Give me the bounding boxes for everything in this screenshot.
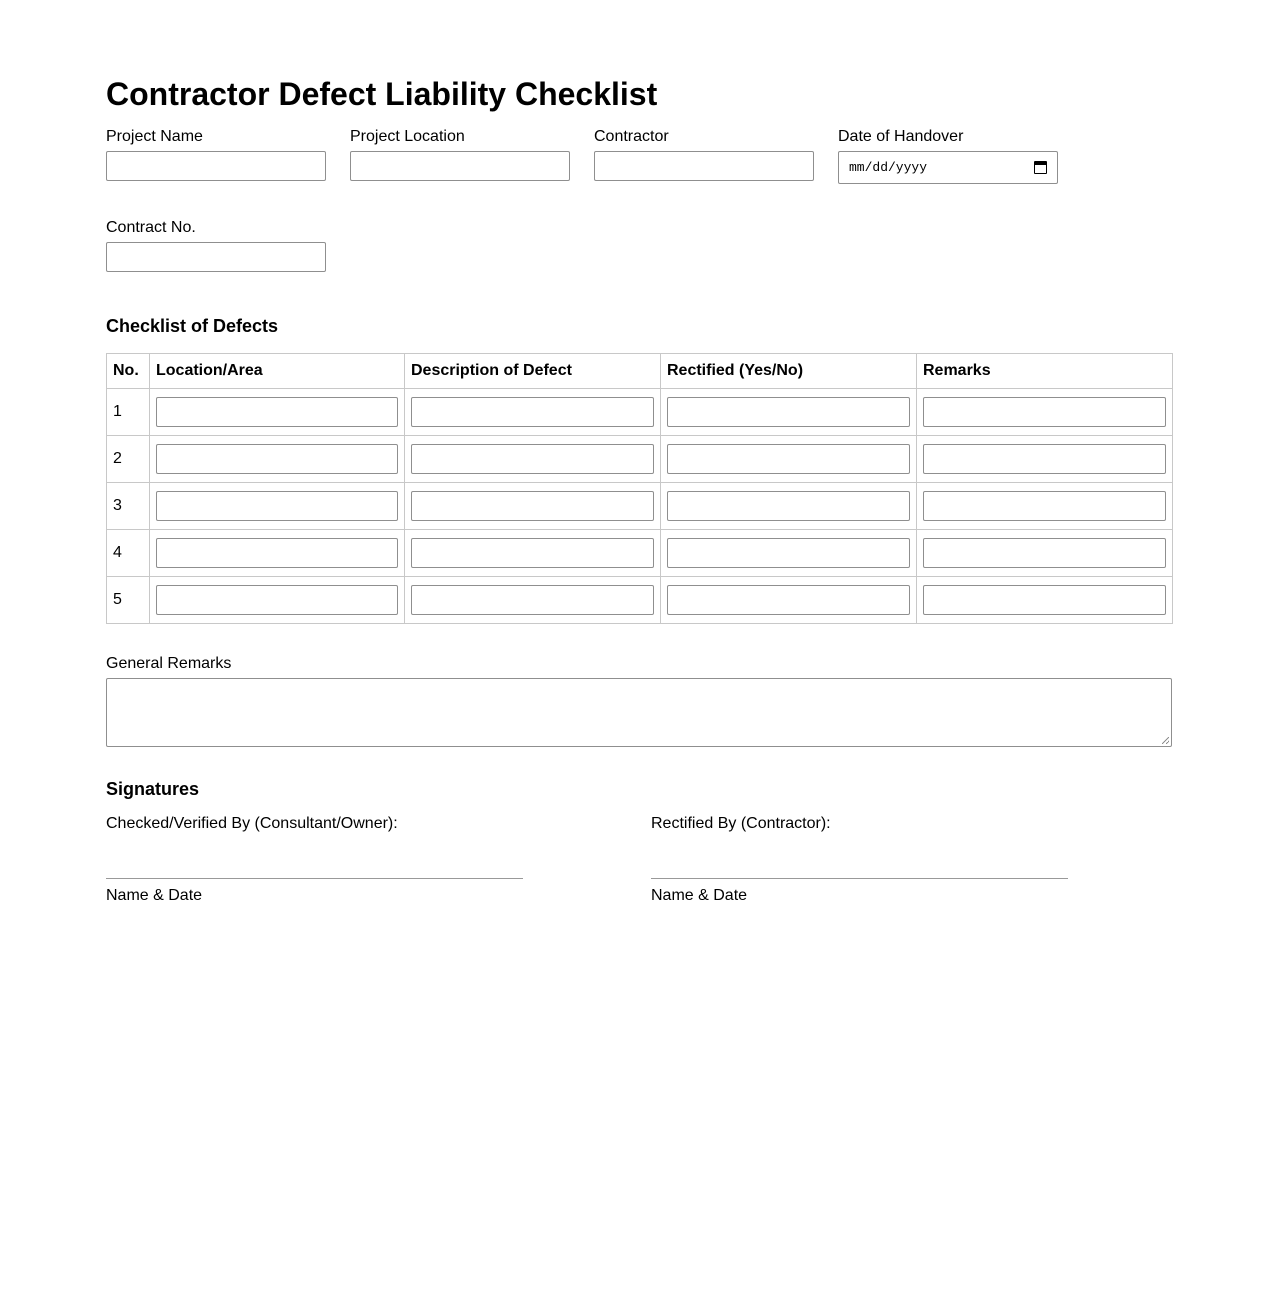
contractor-label: Contractor	[594, 128, 669, 145]
project-location-input[interactable]	[350, 151, 570, 181]
calendar-icon[interactable]	[1034, 161, 1047, 174]
rectified-cell	[661, 483, 917, 530]
row-number: 3	[107, 483, 150, 530]
column-header-remarks: Remarks	[917, 354, 1173, 389]
project-name-label: Project Name	[106, 128, 203, 145]
rectified-cell	[661, 389, 917, 436]
checked-by-signature	[106, 815, 523, 904]
checked-by-title: Checked/Verified By (Consultant/Owner):	[106, 815, 398, 832]
location-cell	[150, 483, 405, 530]
rectified-cell	[661, 530, 917, 577]
general-remarks-textarea[interactable]	[106, 678, 1172, 747]
column-header-description: Description of Defect	[405, 354, 661, 389]
location-input[interactable]	[156, 397, 398, 427]
table-header-row	[107, 354, 1173, 389]
project-name-input[interactable]	[106, 151, 326, 181]
description-cell	[405, 577, 661, 624]
row-number: 2	[107, 436, 150, 483]
contract-no-label: Contract No.	[106, 219, 196, 236]
resize-handle-icon[interactable]	[1162, 737, 1169, 744]
page-title: Contractor Defect Liability Checklist	[106, 76, 658, 112]
contract-no-input[interactable]	[106, 242, 326, 272]
location-cell	[150, 389, 405, 436]
location-input[interactable]	[156, 491, 398, 521]
contractor-input[interactable]	[594, 151, 814, 181]
description-input[interactable]	[411, 538, 654, 568]
date-of-handover-label: Date of Handover	[838, 128, 964, 145]
remarks-cell	[917, 436, 1173, 483]
location-cell	[150, 530, 405, 577]
signatures-heading: Signatures	[106, 779, 200, 799]
row-number: 4	[107, 530, 150, 577]
column-header-location: Location/Area	[150, 354, 405, 389]
remarks-input[interactable]	[923, 491, 1166, 521]
rectified-input[interactable]	[667, 444, 910, 474]
location-input[interactable]	[156, 585, 398, 615]
location-cell	[150, 577, 405, 624]
description-cell	[405, 483, 661, 530]
table-row	[107, 389, 1173, 436]
description-cell	[405, 389, 661, 436]
rectified-input[interactable]	[667, 491, 910, 521]
date-of-handover-group	[838, 128, 1058, 175]
remarks-input[interactable]	[923, 444, 1166, 474]
remarks-cell	[917, 530, 1173, 577]
rectified-cell	[661, 577, 917, 624]
signature-line[interactable]	[106, 878, 523, 879]
table-row	[107, 530, 1173, 577]
description-input[interactable]	[411, 444, 654, 474]
signature-line[interactable]	[651, 878, 1068, 879]
description-cell	[405, 530, 661, 577]
row-number: 1	[107, 389, 150, 436]
description-input[interactable]	[411, 491, 654, 521]
remarks-cell	[917, 483, 1173, 530]
row-number: 5	[107, 577, 150, 624]
contract-no-group	[106, 219, 326, 237]
checked-by-caption: Name & Date	[106, 887, 203, 904]
description-input[interactable]	[411, 585, 654, 615]
project-name-group	[106, 128, 326, 146]
contractor-group	[594, 128, 814, 146]
rectified-by-caption: Name & Date	[651, 887, 748, 904]
remarks-input[interactable]	[923, 585, 1166, 615]
location-cell	[150, 436, 405, 483]
remarks-input[interactable]	[923, 397, 1166, 427]
description-cell	[405, 436, 661, 483]
column-header-no: No.	[107, 354, 150, 389]
location-input[interactable]	[156, 444, 398, 474]
date-placeholder: mm/dd/yyyy	[849, 160, 928, 175]
remarks-input[interactable]	[923, 538, 1166, 568]
table-row	[107, 436, 1173, 483]
project-location-label: Project Location	[350, 128, 465, 145]
rectified-cell	[661, 436, 917, 483]
rectified-input[interactable]	[667, 585, 910, 615]
rectified-by-signature	[651, 815, 1068, 904]
general-remarks-label: General Remarks	[106, 655, 232, 672]
date-of-handover-input[interactable]	[838, 151, 1058, 184]
description-input[interactable]	[411, 397, 654, 427]
rectified-by-title: Rectified By (Contractor):	[651, 815, 831, 832]
checklist-heading: Checklist of Defects	[106, 316, 279, 336]
table-row	[107, 577, 1173, 624]
table-row	[107, 483, 1173, 530]
project-location-group	[350, 128, 570, 146]
remarks-cell	[917, 577, 1173, 624]
rectified-input[interactable]	[667, 397, 910, 427]
remarks-cell	[917, 389, 1173, 436]
defects-table	[106, 353, 1173, 624]
location-input[interactable]	[156, 538, 398, 568]
rectified-input[interactable]	[667, 538, 910, 568]
column-header-rectified: Rectified (Yes/No)	[661, 354, 917, 389]
